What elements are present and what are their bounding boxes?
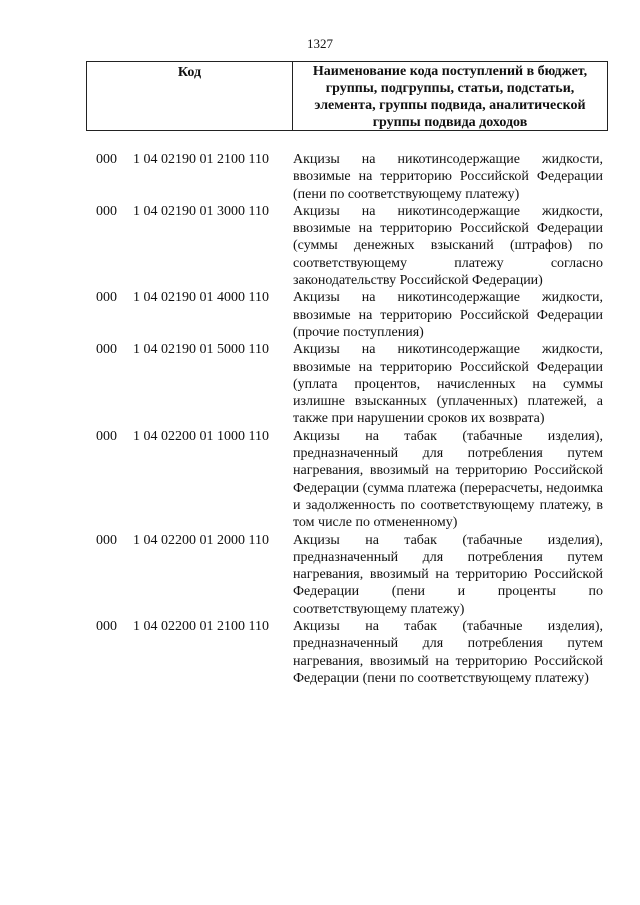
- row-admin-code: 000: [96, 152, 117, 167]
- row-description: Акцизы на табак (табачные изделия), предназначенный для потребления путем нагревания, ввозимый на территорию Российской Федерации (сумма платежа (перерасчеты, недоимка и задолженность по соответствующему платежу, в том числе по отмененному): [293, 428, 603, 531]
- table-row: [0, 532, 640, 618]
- table-row: [0, 618, 640, 687]
- table-body: [0, 151, 640, 687]
- row-budget-code: 1 04 02190 01 5000 110: [133, 342, 269, 358]
- row-admin-code: 000: [96, 203, 117, 219]
- row-description: Акцизы на никотинсодержащие жидкости, ввозимые на территорию Российской Федерации (пени по соответствующему платежу): [293, 152, 603, 202]
- table-row: [0, 289, 640, 341]
- table-row: [0, 428, 640, 532]
- table-row: [0, 341, 640, 427]
- row-budget-code: 1 04 02190 01 3000 110: [133, 203, 269, 219]
- table-row: [0, 203, 640, 289]
- row-budget-code: 1 04 02190 01 2100 110: [133, 152, 269, 167]
- row-budget-code: 1 04 02200 01 2100 110: [133, 619, 269, 635]
- row-description: Акцизы на табак (табачные изделия), предназначенный для потребления путем нагревания, ввозимый на территорию Российской Федерации (пени и проценты по соответствующему платежу): [293, 532, 603, 617]
- row-description: Акцизы на никотинсодержащие жидкости, ввозимые на территорию Российской Федерации (прочие поступления): [293, 290, 603, 340]
- row-admin-code: 000: [96, 290, 117, 306]
- table-row: [0, 151, 640, 203]
- row-admin-code: 000: [96, 619, 117, 635]
- row-admin-code: 000: [96, 532, 117, 548]
- header-name-label: Наименование кода поступлений в бюджет, группы, подгруппы, статьи, подстатьи, элемента, группы подвида, аналитической группы подвида доходов: [312, 64, 588, 130]
- page-number: 1327: [307, 36, 333, 51]
- row-description: Акцизы на никотинсодержащие жидкости, ввозимые на территорию Российской Федерации (уплата процентов, начисленных на суммы излишне взысканных (уплаченных) платежей, а также при нарушении сроков их возврата): [293, 342, 603, 427]
- row-admin-code: 000: [96, 342, 117, 358]
- row-budget-code: 1 04 02200 01 1000 110: [133, 428, 269, 444]
- row-admin-code: 000: [96, 428, 117, 444]
- row-description: Акцизы на никотинсодержащие жидкости, ввозимые на территорию Российской Федерации (суммы денежных взысканий (штрафов) по соответствующему платежу согласно законодательству Российской Федерации): [293, 203, 603, 289]
- row-description: Акцизы на табак (табачные изделия), предназначенный для потребления путем нагревания, ввозимый на территорию Российской Федерации (пени по соответствующему платежу): [293, 619, 603, 686]
- row-budget-code: 1 04 02190 01 4000 110: [133, 290, 269, 306]
- row-budget-code: 1 04 02200 01 2000 110: [133, 532, 269, 548]
- table-header: [86, 61, 608, 131]
- header-code-label: Код: [87, 62, 293, 130]
